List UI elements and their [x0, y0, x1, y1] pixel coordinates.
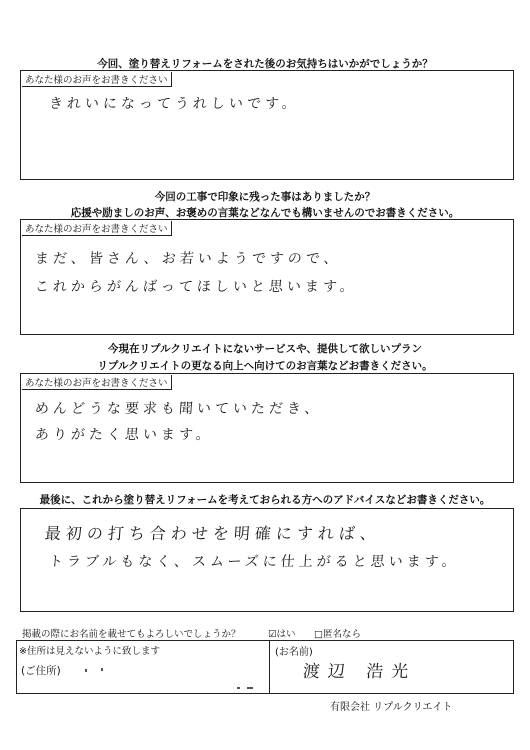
- answer-1-line-1: きれいになってうれしいです。: [48, 96, 301, 112]
- consent-anonymous-label: 匿名なら: [322, 629, 361, 640]
- address-label: (ご住所): [21, 665, 61, 677]
- question-2-line-1: 今回の工事で印象に残った事はありましたか？: [154, 191, 376, 203]
- consent-question: 掲載の際にお名前を載せてもよろしいでしょうか？: [22, 629, 241, 640]
- consent-anonymous-option[interactable]: [314, 626, 361, 640]
- answer-box-label: あなた様のお声をお書きください: [22, 221, 172, 236]
- name-value: 渡辺 浩光: [302, 662, 417, 682]
- question-1: 今回、塗り替えリフォームをされた後のお気持ちはいかがでしょうか？: [97, 58, 433, 70]
- answer-2-line-2: これからがんばってほしいと思います。: [34, 279, 359, 295]
- answer-3-line-1: めんどうな要求も聞いていただき、: [34, 401, 323, 417]
- question-3-line-1: 今現在リプルクリエイトにないサービスや、提供して欲しいプラン: [108, 343, 422, 355]
- question-3-line-2: リプルクリエイトの更なる向上へ向けてのお言葉などお書きください。: [97, 360, 433, 372]
- answer-2-line-1: まだ、皆さん、お若いようですので、: [34, 251, 343, 267]
- answer-box-label: あなた様のお声をお書きください: [22, 72, 172, 87]
- answer-4-line-2: トラブルもなく、スムーズに仕上がると思います。: [48, 554, 461, 570]
- contact-box: [16, 640, 514, 694]
- contact-divider: [269, 641, 270, 693]
- answer-3-line-2: ありがたく思います。: [34, 427, 215, 443]
- answer-box-4: [20, 508, 514, 612]
- checked-box-icon[interactable]: ☑: [268, 629, 277, 640]
- company-name: 有限会社 リプルクリエイト: [330, 702, 453, 713]
- checkbox-icon[interactable]: □: [314, 629, 323, 640]
- question-2-line-2: 応援や励ましのお声、お褒めの言葉などなんでも構いませんのでお書きください。: [70, 207, 460, 219]
- answer-box-label: あなた様のお声をお書きください: [22, 375, 172, 390]
- address-note: ※住所は見えないように致します: [19, 646, 160, 657]
- consent-yes-option[interactable]: [268, 626, 296, 640]
- answer-box-2: [20, 219, 514, 335]
- redacted-address: [77, 659, 277, 693]
- consent-yes-label: はい: [276, 629, 296, 640]
- answer-4-line-1: 最初の打ち合わせを明確にすれば、: [44, 524, 382, 543]
- answer-box-3: [20, 373, 514, 483]
- answer-box-1: [20, 70, 514, 180]
- question-4: 最後に、これから塗り替えリフォームを考えておられる方へのアドバイスなどお書きください。: [39, 494, 491, 506]
- name-label: (お名前): [275, 647, 313, 658]
